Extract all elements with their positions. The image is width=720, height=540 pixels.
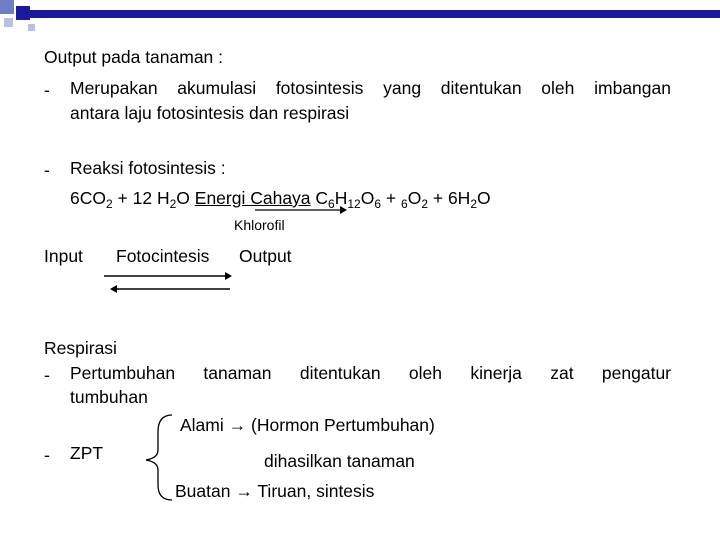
bullet-1-line-2: antara laju fotosintesis dan respirasi — [70, 103, 350, 123]
left-brace — [146, 415, 172, 500]
process-label: Fotocintesis — [116, 246, 210, 266]
bullet-dash: - — [44, 445, 50, 465]
output-label: Output — [239, 246, 292, 266]
arrow-icon: → — [228, 415, 247, 435]
backward-arrow-head — [110, 285, 117, 293]
catalyst-label: Khlorofil — [234, 217, 285, 233]
alami-line: Alami → (Hormon Pertumbuhan) — [180, 415, 435, 435]
bullet-3-line-1: Pertumbuhan tanaman ditentukan oleh kinerja zat pengatur — [70, 363, 671, 383]
bullet-dash: - — [44, 365, 50, 385]
bullet-dash: - — [44, 80, 50, 100]
buatan-line: Buatan → Tiruan, sintesis — [175, 481, 375, 501]
bullet-1-line-1: Merupakan akumulasi fotosintesis yang ditentukan oleh imbangan — [70, 78, 671, 98]
bullet-2-title: Reaksi fotosintesis : — [70, 158, 226, 178]
dihasilkan-label: dihasilkan tanaman — [264, 451, 415, 471]
zpt-label: ZPT — [70, 443, 104, 463]
reaction-arrow-head — [340, 206, 347, 214]
photosynthesis-equation: $6CO_2 + 12$ $H_2O$ Energi Cahaya $C_6H_{12}O_6 + _6O_2 + 6H_2O$ — [70, 188, 491, 211]
arrow-icon: → — [235, 481, 253, 501]
input-label: Input — [44, 246, 83, 266]
energy-label: Energi Cahaya — [194, 188, 311, 208]
bullet-3-line-2: tumbuhan — [70, 387, 148, 407]
forward-arrow-head — [225, 272, 232, 280]
respirasi-title: Respirasi — [44, 338, 117, 358]
output-title: Output pada tanaman : — [44, 47, 224, 67]
bullet-dash: - — [44, 160, 50, 180]
